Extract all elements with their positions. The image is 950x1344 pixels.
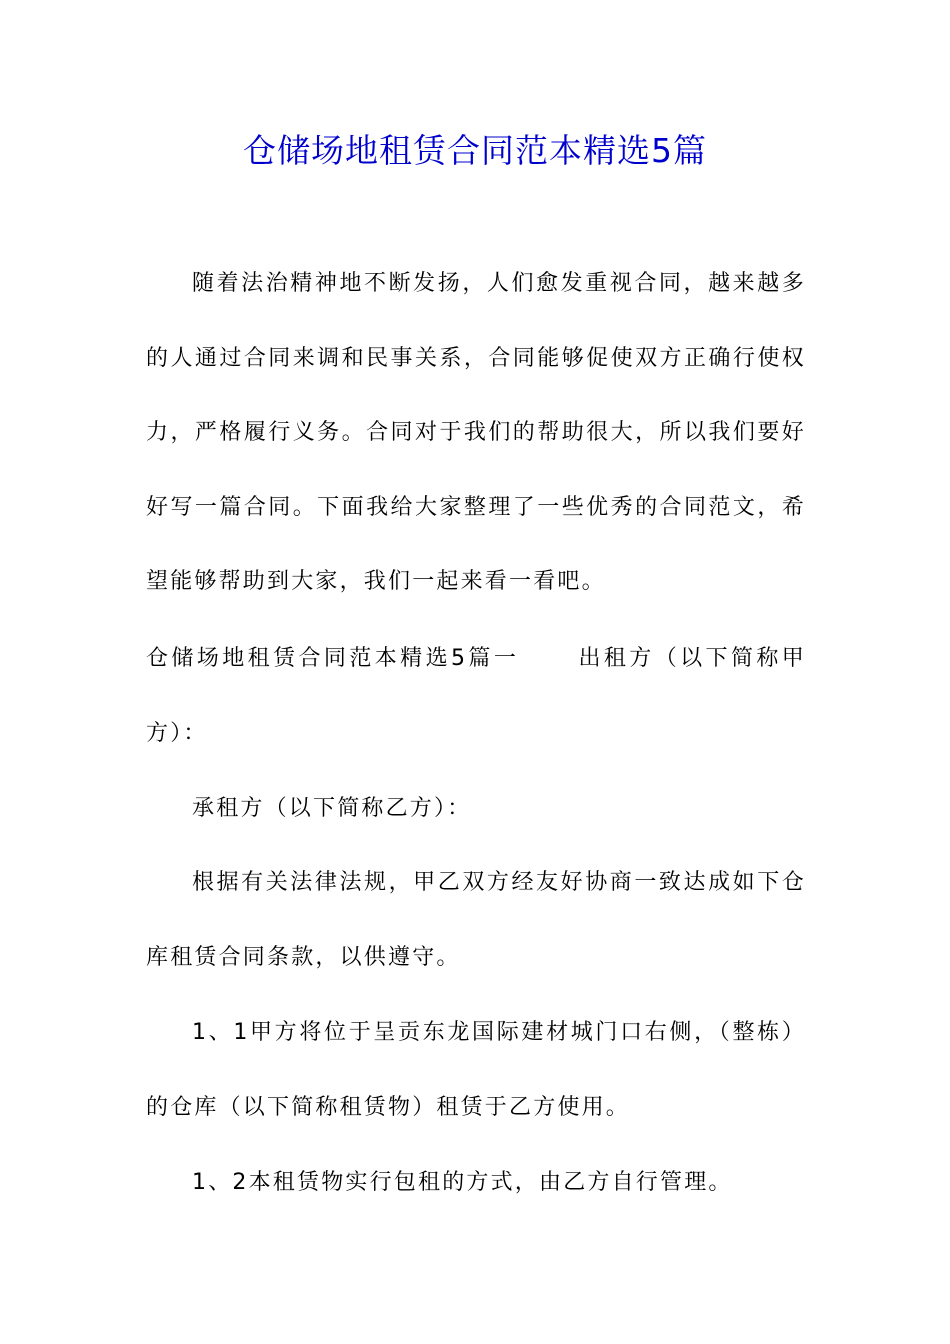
section-1-heading: 仓储场地租赁合同范本精选5篇一 [146,646,520,671]
lessee-line: 承租方（以下简称乙方）： [192,796,472,821]
section-1-heading-line [146,622,806,771]
basis-paragraph: 根据有关法律法规，甲乙双方经友好协商一致达成如下仓库租赁合同条款，以供遵守。 [146,870,806,970]
document-title: 仓储场地租赁合同范本精选5篇 [243,131,707,170]
clause-1-2: 1、2本租赁物实行包租的方式，由乙方自行管理。 [192,1170,733,1195]
clause-1-1: 1、1甲方将位于呈贡东龙国际建材城门口右侧，（整栋）的仓库（以下简称租赁物）租赁于乙方使用。 [146,1020,806,1120]
intro-paragraph: 随着法治精神地不断发扬，人们愈发重视合同，越来越多的人通过合同来调和民事关系，合同能够促使双方正确行使权力，严格履行义务。合同对于我们的帮助很大，所以我们要好好写一篇合同。下面我给大家整理了一些优秀的合同范文，希望能够帮助到大家，我们一起来看一看吧。 [146,271,806,594]
lessor-line: 出租方（以下简称甲方）： [146,646,806,746]
